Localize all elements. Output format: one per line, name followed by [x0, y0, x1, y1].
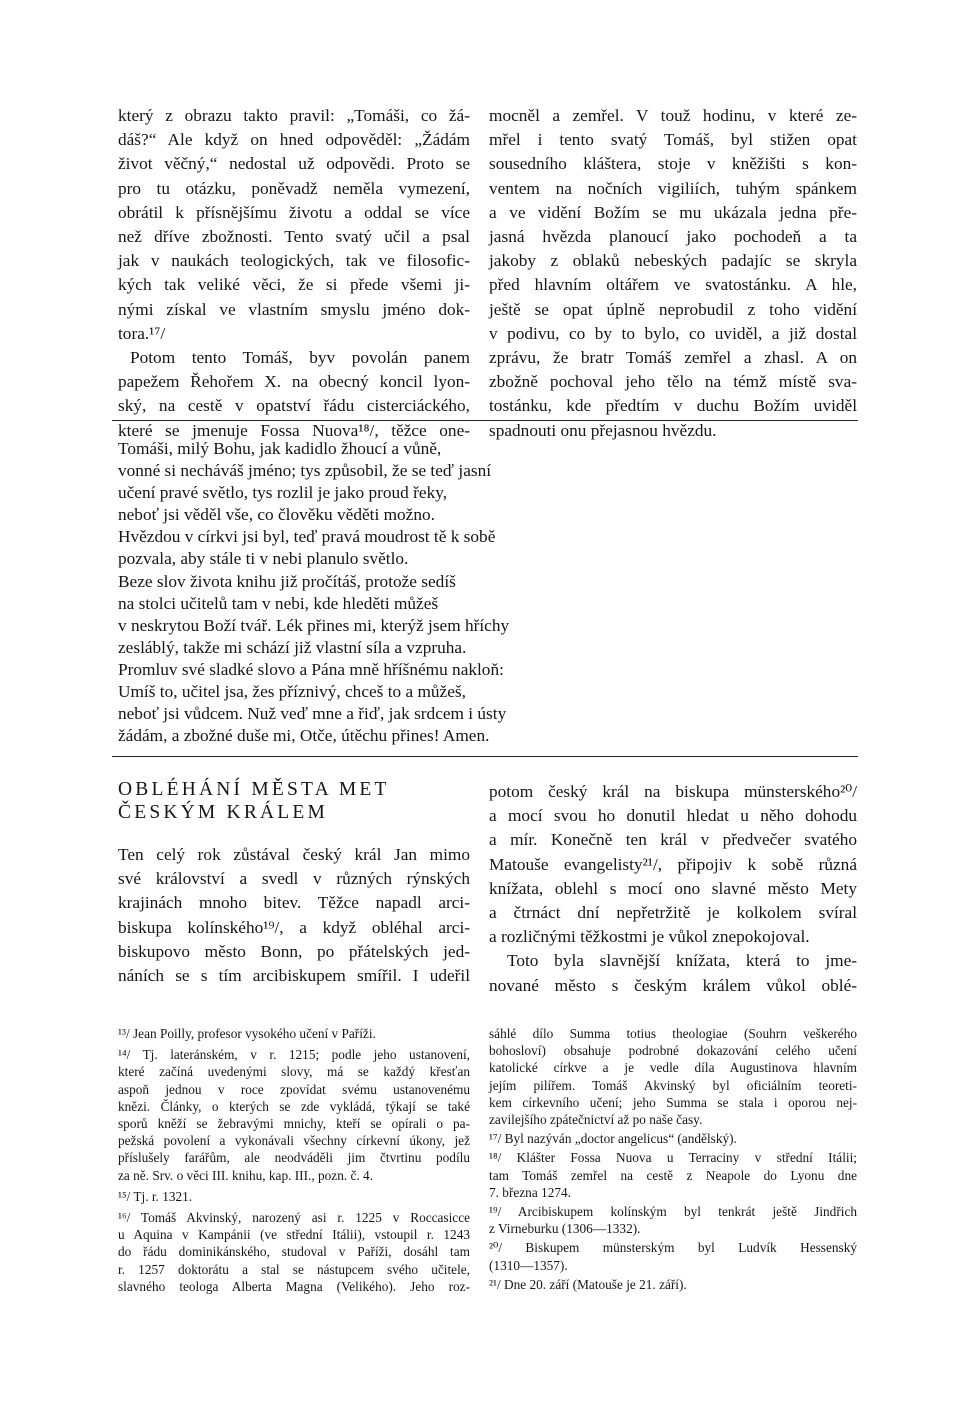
footnote-line: katolické církve a je vedle díla Augustinova hlavním [489, 1060, 857, 1076]
chapter-heading [118, 778, 390, 824]
poem-line: Beze slov života knihu již pročítáš, protože sedíš [118, 571, 456, 591]
text-line: jak v naukách teologických, tak ve filosofic- [118, 251, 470, 271]
text-line: Toto byla slavnější knížata, která to jme- [507, 951, 857, 971]
text-line: nými získal ve vlastním smyslu jméno dok- [118, 299, 470, 319]
footnote-line: ¹⁸/ Klášter Fossa Nuova u Terraciny v střední Itálii; [489, 1150, 857, 1166]
text-line: než dříve zbožnosti. Tento svatý učil a psal [118, 227, 470, 247]
footnote-line: knězi. Články, o kterých se zde vykládá, týkají se také [118, 1098, 470, 1114]
text-line: své království a svedl v různých rýnských [118, 869, 470, 889]
body-column-right-top [489, 104, 857, 443]
text-line: sousedního kláštera, stoje v kněžišti s kon- [489, 154, 857, 174]
body-column-left-bottom [118, 843, 470, 988]
footnote-line: tam Tomáš zemřel na cestě z Neapole do Lyonu dne [489, 1167, 857, 1183]
poem-line: neboť jsi věděl vše, co člověku věděti možno. [118, 505, 435, 525]
text-line: náních se s tím arcibiskupem smířil. I udeřil [118, 966, 470, 986]
text-line: obrátil k přísnějšímu životu a oddal se více [118, 202, 470, 222]
footnote-line: jejím pilířem. Tomáš Akvinský byl oficiálním teoreti- [489, 1077, 857, 1093]
text-line: ještě se opat úplně neprobudil z toho vidění [489, 299, 857, 319]
poem-line: žádám, a zbožné duše mi, Otče, útěchu přines! Amen. [118, 726, 490, 746]
text-line: biskupovo město Bonn, po přátelských jed- [118, 941, 470, 961]
text-line: jakoby z oblaků nebeských padajíc se skryla [489, 251, 857, 271]
footnote-line: ²¹/ Dne 20. září (Matouše je 21. září). [489, 1276, 687, 1292]
footnote-line: ¹⁴/ Tj. lateránském, v r. 1215; podle jeho ustanovení, [118, 1047, 470, 1063]
chapter-heading-line: ČESKÝM KRÁLEM [118, 802, 329, 823]
footnote-line: zavilejšího zpátečnictví až po naše časy. [489, 1112, 703, 1128]
footnote-line: ¹⁹/ Arcibiskupem kolínským byl tenkrát ještě Jindřich [489, 1204, 857, 1220]
text-line: nované město s českým králem vůkol oblé- [489, 975, 857, 995]
footnote-line: ¹³/ Jean Poilly, profesor vysokého učení v Paříži. [118, 1026, 376, 1041]
footnotes-left [118, 1025, 470, 1295]
footnote-line: do řádu dominikánského, studoval v Paříži, dosáhl tam [118, 1244, 470, 1260]
text-line: dáš?“ Ale když on hned odpověděl: „Žádám [118, 130, 470, 150]
text-line: Potom tento Tomáš, byv povolán panem [130, 348, 470, 368]
text-line: knížata, oblehl s mocí ono slavné město Mety [489, 878, 857, 898]
poem-line: vonné si necháváš jméno; tys způsobil, že se teď jasní [118, 461, 492, 481]
text-line: potom český král na biskupa münsterského²⁰/ [489, 782, 857, 801]
footnote-line: sáhlé dílo Summa totius theologiae (Souhrn veškerého [489, 1026, 857, 1041]
text-line: zbožně pochoval jeho tělo na témž místě sva- [489, 372, 857, 392]
poem-line: Hvězdou v církvi jsi byl, teď pravá moudrost tě k sobě [118, 527, 496, 547]
poem-line: Promluv své sladké slovo a Pána mně hříšnému nakloň: [118, 659, 504, 679]
text-line: život věčný,“ nedostal už odpovědi. Proto se [118, 154, 470, 174]
text-line: a mocí svou ho donutil hledat u něho dohodu [489, 806, 857, 826]
text-line: a rozličnými těžkostmi je vůkol znepokojoval. [489, 927, 810, 947]
footnote-line: ¹⁶/ Tomáš Akvinský, narozený asi r. 1225 v Roccasicce [118, 1210, 470, 1226]
footnotes-right [489, 1025, 857, 1293]
poem-line: v neskrytou Boží tvář. Lék přines mi, kterýž jsem hříchy [118, 615, 510, 635]
text-line: který z obrazu takto pravil: „Tomáši, co žá- [118, 106, 470, 125]
footnote-line: ¹⁵/ Tj. r. 1321. [118, 1188, 193, 1204]
text-line: tora.¹⁷/ [118, 323, 166, 343]
footnote-line: ²⁰/ Biskupem münsterským byl Ludvík Hessenský [489, 1240, 857, 1256]
footnote-line: z Virneburku (1306—1332). [489, 1221, 641, 1237]
poem-line: zesláblý, takže mi schází již vlastní síla a vzpruha. [118, 637, 467, 657]
text-line: a ve vidění Božím se mu ukázala jedna pře- [489, 202, 857, 222]
body-column-left-top [118, 104, 470, 443]
text-line: biskupa kolínského¹⁹/, a když obléhal arci- [118, 917, 470, 937]
text-line: spadnouti onu přejasnou hvězdu. [489, 420, 717, 440]
footnote-line: u Aquina v Kampánii (ve střední Itálii), vstoupil r. 1243 [118, 1227, 470, 1243]
poem-line: pozvala, aby stále ti v nebi planulo světlo. [118, 549, 409, 569]
text-line: krajinách mnoho bitev. Těžce napadl arci- [118, 893, 470, 913]
poem-line: na stolci učitelů tam v nebi, kde hleděti můžeš [118, 593, 439, 613]
footnote-line: které začíná uvedenými slovy, má se každý křesťan [118, 1064, 470, 1080]
footnote-line: aspoň jednou v roce zpovídat svému ustanovenému [118, 1081, 470, 1097]
poem-line: Umíš to, učitel jsa, žes příznivý, chceš to a můžeš, [118, 682, 466, 702]
poem-line: Tomáši, milý Bohu, jak kadidlo žhoucí a vůně, [118, 439, 442, 458]
text-line: ventem na nočních vigiliích, tuhým spánkem [489, 178, 857, 198]
divider-top [112, 420, 858, 421]
body-column-right-bottom [489, 780, 857, 998]
chapter-heading-line: OBLÉHÁNÍ MĚSTA MET [118, 779, 390, 800]
poem-line: neboť jsi vůdcem. Nuž veď mne a řiď, jak srdcem i ústy [118, 704, 507, 724]
text-line: Matouše evangelisty²¹/, připojiv k sobě různá [489, 854, 857, 874]
footnote-line: kem církevního učení; jeho Summa se stala i oporou nej- [489, 1094, 857, 1110]
text-line: mřel i tento svatý Tomáš, byl stižen opat [489, 130, 857, 150]
footnote-line: za ně. Srv. o věci III. knihu, kap. III., pozn. č. 4. [118, 1167, 374, 1183]
text-line: ský, na cestě v opatství řádu cisterciáckého, [118, 396, 470, 416]
footnote-line: 7. března 1274. [489, 1184, 571, 1200]
footnote-line: ¹⁷/ Byl nazýván „doctor angelicus“ (andělský). [489, 1131, 737, 1147]
text-line: kých tak veliké věci, že si přede všemi ji- [118, 275, 470, 295]
text-line: papežem Řehořem X. na obecný koncil lyon- [118, 372, 470, 392]
footnote-line: slavného teologa Alberta Magna (Velikého). Jeho roz- [118, 1278, 470, 1294]
poem-block [118, 438, 509, 747]
text-line: Ten celý rok zůstával český král Jan mimo [118, 845, 470, 864]
poem-line: učení pravé světlo, tys rozlil je jako proud řeky, [118, 483, 448, 503]
text-line: před hlavním oltářem ve svatostánku. A hle, [489, 275, 857, 295]
footnote-line: r. 1257 doktorátu a stal se nástupcem svého učitele, [118, 1261, 470, 1277]
text-line: a mír. Konečně ten král v předvečer svatého [489, 830, 857, 850]
text-line: mocněl a zemřel. V touž hodinu, v které ze- [489, 106, 857, 125]
footnote-line: (1310—1357). [489, 1257, 568, 1273]
divider-middle [112, 756, 858, 757]
text-line: tostánku, kde předtím v duchu Božím uviděl [489, 396, 857, 416]
text-line: které se jmenuje Fossa Nuova¹⁸/, těžce one- [118, 420, 470, 440]
footnote-line: bohosloví) obsahuje podrobné dokazování celého učení [489, 1043, 857, 1059]
footnote-line: sporů kněží se žebravými mnichy, kteří se opírali o pa- [118, 1116, 470, 1132]
text-line: a čtrnáct dní nepřetržitě je kolkolem svíral [489, 903, 857, 923]
footnote-line: příslušely farářům, ale neodváděli jim čtvrtinu podílu [118, 1150, 470, 1166]
text-line: jasná hvězda planoucí jako pochodeň a ta [489, 227, 857, 247]
text-line: zprávu, že bratr Tomáš zemřel a zhasl. A on [489, 348, 857, 368]
text-line: pro tu otázku, poněvadž neměla vymezení, [118, 178, 470, 198]
footnote-line: pežská povolení a vykonávali všechny církevní úkony, jež [118, 1133, 470, 1149]
text-line: v podivu, co by to bylo, co uviděl, a již dostal [489, 323, 857, 343]
